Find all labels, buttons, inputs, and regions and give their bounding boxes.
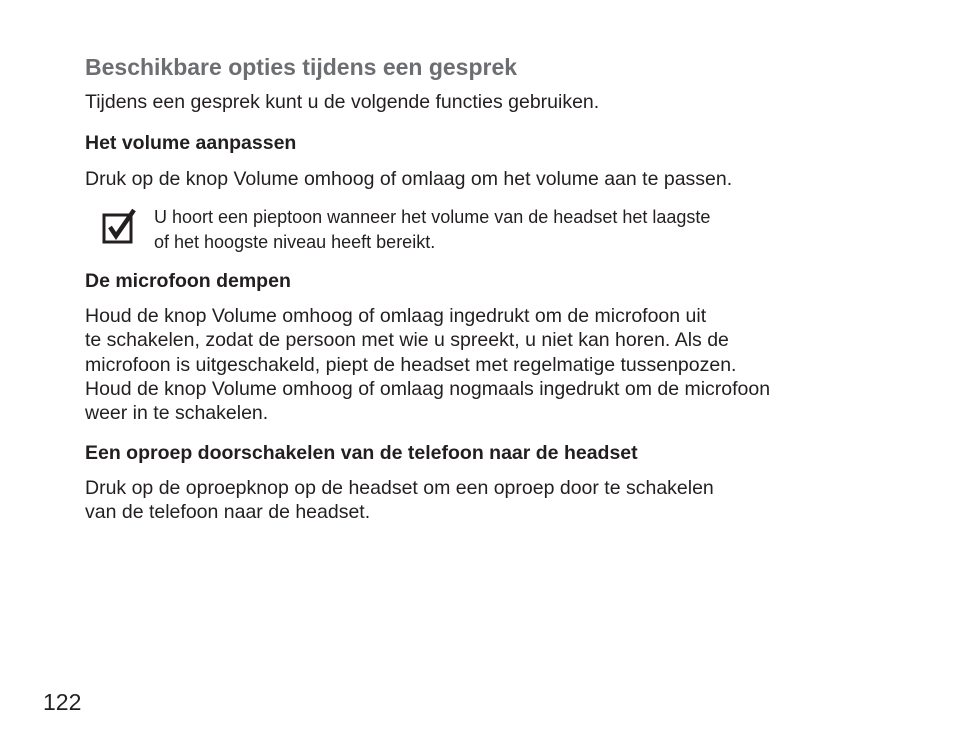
page-number: 122 <box>43 689 82 715</box>
section-title: Beschikbare opties tijdens een gesprek <box>85 54 518 80</box>
mute-text <box>85 304 885 425</box>
volume-text <box>85 167 885 191</box>
note-line: U hoort een pieptoon wanneer het volume van de headset het laagste <box>154 207 711 228</box>
mute-text-line: weer in te schakelen. <box>85 402 269 425</box>
transfer-text-line: van de telefoon naar de headset. <box>85 501 371 524</box>
mute-text-line: Houd de knop Volume omhoog of omlaag nogmaals ingedrukt om de microfoon <box>85 377 771 400</box>
note-line: of het hoogste niveau heeft bereikt. <box>154 231 436 252</box>
volume-heading: Het volume aanpassen <box>85 132 297 154</box>
volume-note <box>85 205 885 255</box>
mute-heading: De microfoon dempen <box>85 270 291 293</box>
mute-text-line: te schakelen, zodat de persoon met wie u spreekt, u niet kan horen. Als de <box>85 329 729 352</box>
volume-note-text <box>154 205 710 254</box>
transfer-text-line: Druk op de oproepknop op de headset om een oproep door te schakelen <box>85 477 714 500</box>
mute-text-line: Houd de knop Volume omhoog of omlaag ingedrukt om de microfoon uit <box>85 305 707 328</box>
transfer-heading: Een oproep doorschakelen van de telefoon naar de headset <box>85 442 638 465</box>
page-content <box>85 52 885 525</box>
section-intro: Tijdens een gesprek kunt u de volgende functies gebruiken. <box>85 91 600 113</box>
mute-text-line: microfoon is uitgeschakeld, piept de headset met regelmatige tussenpozen. <box>85 353 737 376</box>
transfer-text <box>85 476 885 524</box>
volume-text-line: Druk op de knop Volume omhoog of omlaag om het volume aan te passen. <box>85 168 733 190</box>
checkbox-note-icon <box>102 208 138 244</box>
